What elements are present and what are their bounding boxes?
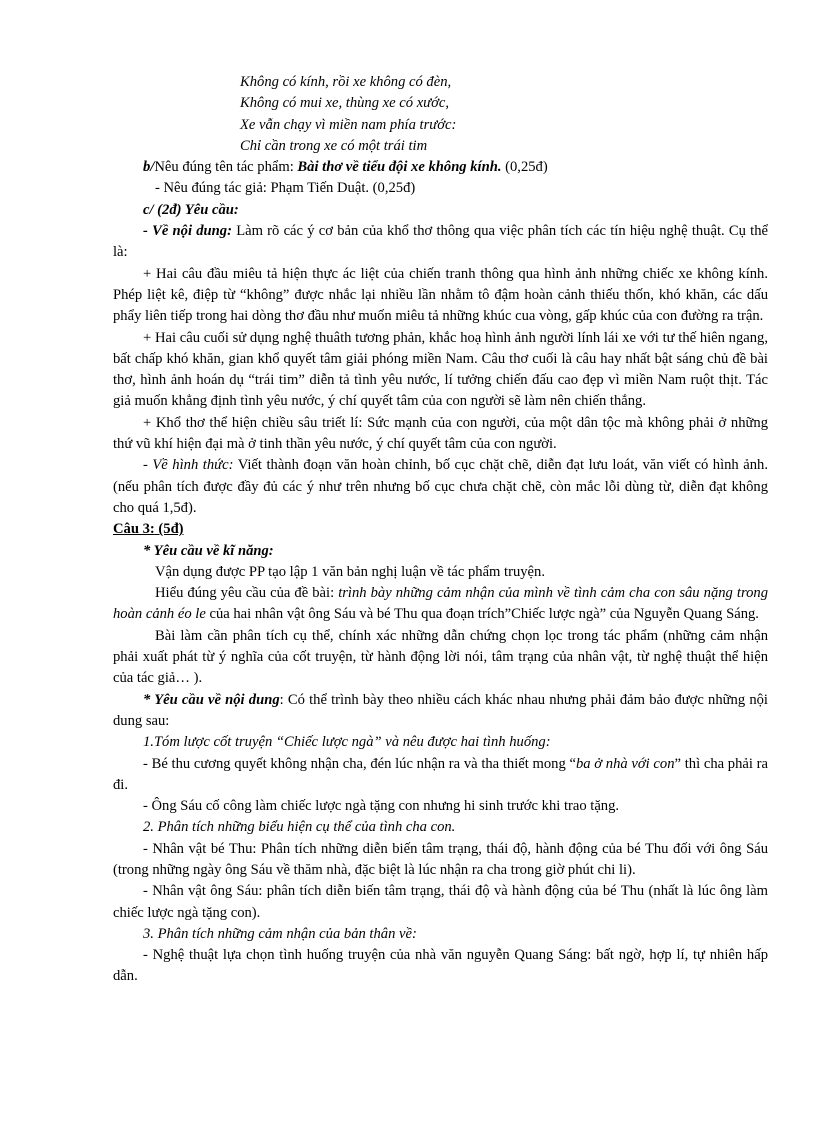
skill-p2-post: của hai nhân vật ông Sáu và bé Thu qua đoạn trích”Chiếc lược ngà” của Nguyễn Quang Sáng.: [205, 606, 759, 623]
content-requirements: [113, 690, 768, 733]
poem-line: Không có kính, rồi xe không có đèn,: [240, 74, 452, 90]
part-b-work-title: Bài thơ về tiểu đội xe không kính.: [297, 159, 502, 176]
part-c-point-1: + Hai câu đầu miêu tả hiện thực ác liệt của chiến tranh thông qua hình ảnh những chiếc xe không kính. Phép liệt kê, điệp từ “không” được nhắc lại nhiều lần nhằm tô đậm hoàn cảnh thiếu thốn, khó khăn, các dấu phẩy liên tiếp trong hai dòng thơ đầu như muốn miêu tả những khúc cua vòng, gấp khúc của con đường ra trận.: [113, 265, 768, 325]
section-3-point-a: - Nghệ thuật lựa chọn tình huống truyện của nhà văn nguyễn Quang Sáng: bất ngờ, hợp lí, tự nhiên hấp dẫn.: [113, 947, 768, 985]
section-3-title: 3. Phân tích những cảm nhận của bản thân về:: [143, 925, 417, 942]
part-c-form-text: Viết thành đoạn văn hoàn chỉnh, bố cục chặt chẽ, diễn đạt lưu loát, văn viết có hình ảnh. (nếu phân tích được đầy đủ các ý như trên nhưng bố cục chưa chặt chẽ, còn mắc lỗi dùng từ, diễn đạt không cho quá 1,5đ).: [113, 457, 768, 516]
section-1-point-b: - Ông Sáu cố công làm chiếc lược ngà tặng con nhưng hi sinh trước khi trao tặng.: [143, 798, 620, 815]
skill-paragraph-3: Bài làm cần phân tích cụ thể, chính xác những dẫn chứng chọn lọc trong tác phẩm (những cảm nhận phải xuất phát từ ý nghĩa của cốt truyện, từ hành động lời nói, tâm trạng của nhân vật, từ nghệ thuật thể hiện của tác giả… ).: [113, 627, 768, 687]
part-b-work-line: [113, 157, 768, 178]
question-3-heading: [113, 519, 768, 540]
part-c-label: c/ (2đ) Yêu cầu:: [143, 201, 239, 218]
part-c-form-label: - Về hình thức:: [143, 457, 234, 474]
part-b-work-points: (0,25đ): [501, 159, 548, 176]
s1-a-pre: - Bé thu cương quyết không nhận cha, đén lúc nhận ra và tha thiết mong “: [143, 755, 576, 772]
section-1-title: 1.Tóm lược cốt truyện “Chiếc lược ngà” và nêu được hai tình huống:: [143, 734, 551, 751]
s1-a-post: ” thì cha phải ra đi.: [113, 755, 768, 793]
part-c-point-3: + Khổ thơ thể hiện chiều sâu triết lí: Sức mạnh của con người, của một dân tộc mà không phải ở những thứ vũ khí hiện đại mà ở tinh thần yêu nước, ý chí quyết tâm của con người.: [113, 414, 768, 453]
part-c-content-text: Làm rõ các ý cơ bản của khổ thơ thông qua việc phân tích các tín hiệu nghệ thuật. Cụ thể là:: [113, 223, 768, 261]
skill-heading: [113, 541, 768, 562]
section-2-point-a: - Nhân vật bé Thu: Phân tích những diễn biến tâm trạng, thái độ, hành động của bé Thu đối với ông Sáu (trong những ngày ông Sáu về thăm nhà, đặc biệt là lúc nhận ra cha trong giờ phút chi li).: [113, 840, 768, 878]
section-2-point-b: - Nhân vật ông Sáu: phân tích diễn biến tâm trạng, thái độ và hành động của bé Thu (nhất là lúc ông làm chiếc lược ngà tặng con).: [113, 883, 768, 921]
question-3-title: Câu 3:: [113, 521, 155, 538]
part-b-author-line: - Nêu đúng tác giả: Phạm Tiến Duật. (0,25đ): [155, 180, 416, 197]
document-body: [113, 72, 768, 988]
poem-line: Chỉ cần trong xe có một trái tim: [240, 137, 428, 154]
poem-line: Xe vẫn chạy vì miền nam phía trước:: [240, 116, 457, 133]
part-c-point-2: + Hai câu cuối sử dụng nghệ thuâth tương phản, khắc hoạ hình ảnh người lính lái xe với tư thế hiên ngang, bất chấp khó khăn, gian khổ quyết tâm giải phóng miền Nam. Câu thơ cuối là câu hay nhất bật sáng chủ đề bài thơ, hình ảnh hoán dụ “trái tim” diễn tả tình yêu nước, lí tưởng chiến đấu cao đẹp vì miền Nam ruột thịt. Tác giả muốn khẳng định tình yêu nước, ý chí quyết tâm của con người sẽ làm nên chiến thắng.: [113, 329, 768, 410]
part-c-content-paragraph: [113, 221, 768, 264]
skill-paragraph-1: Vận dụng được PP tạo lập 1 văn bản nghị luận về tác phẩm truyện.: [155, 563, 545, 580]
content-heading: * Yêu cầu về nội dung: [143, 691, 280, 708]
poem-line: Không có mui xe, thùng xe có xước,: [240, 95, 450, 112]
part-b-work-prefix: Nêu đúng tên tác phẩm:: [154, 159, 298, 176]
skill-p2-italic: trình bày những cảm nhận của mình về tình cảm cha con sâu nặng trong hoàn cảnh éo le: [113, 585, 768, 623]
skill-p2-pre: Hiểu đúng yêu cầu của đề bài:: [155, 585, 339, 602]
section-1-point-a: [113, 754, 768, 797]
s1-a-italic: ba ở nhà với con: [575, 755, 675, 772]
part-c-content-label: - Về nội dung:: [143, 223, 232, 240]
section-2-title: 2. Phân tích những biểu hiện cụ thể của tình cha con.: [143, 819, 456, 836]
question-3-points: (5đ): [154, 521, 184, 538]
part-c-form-paragraph: [113, 455, 768, 519]
skill-paragraph-2: [113, 583, 768, 626]
poem-stanza: [240, 72, 768, 157]
part-b-label: b/: [143, 159, 155, 176]
content-text: : Có thể trình bày theo nhiều cách khác nhau nhưng phải đảm bảo được những nội dung sau:: [113, 691, 768, 729]
part-c-heading: [113, 200, 768, 221]
skill-heading-text: * Yêu cầu về kĩ năng:: [143, 542, 274, 559]
